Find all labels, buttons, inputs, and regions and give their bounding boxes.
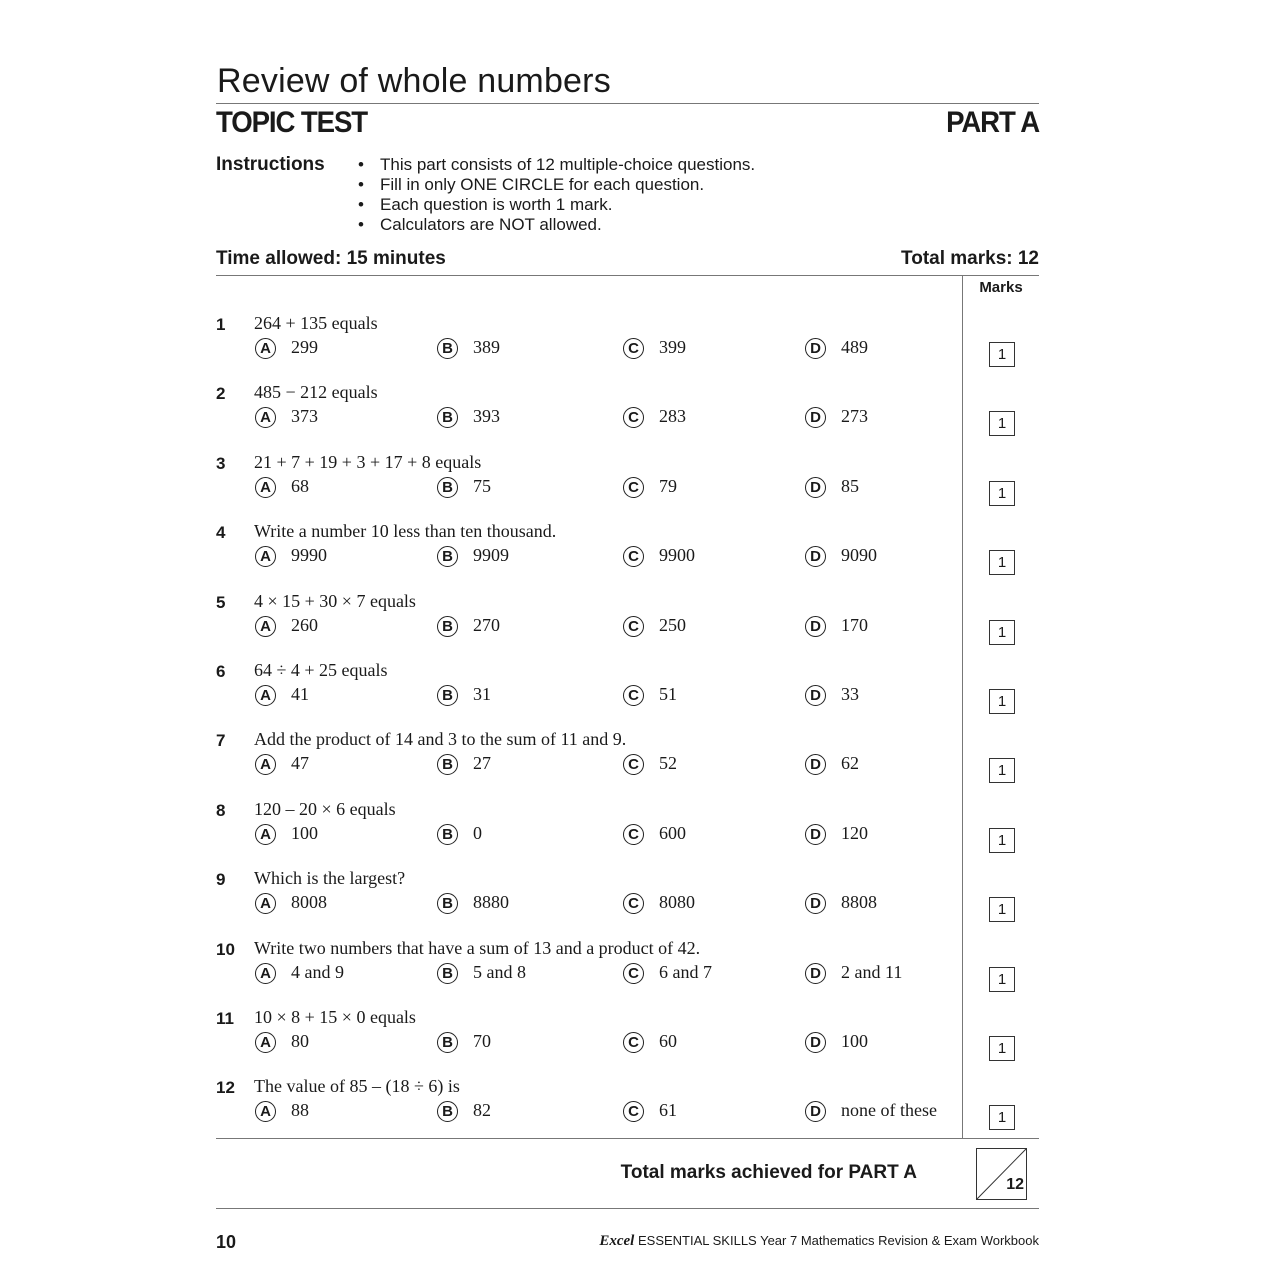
- total-out-of: 12: [1006, 1176, 1024, 1193]
- answer-option-text: 8808: [841, 892, 877, 912]
- answer-option-text: 0: [473, 823, 482, 843]
- answer-option-text: 399: [659, 337, 686, 357]
- answer-option-text: 120: [841, 823, 868, 843]
- answer-bubble[interactable]: C: [623, 338, 644, 359]
- answer-option-text: 88: [291, 1100, 309, 1120]
- mark-box: 1: [989, 897, 1015, 922]
- instruction-item: • Fill in only ONE CIRCLE for each question.: [358, 175, 755, 195]
- question-number: 11: [216, 1009, 234, 1028]
- answer-option-text: 373: [291, 406, 318, 426]
- question-number: 9: [216, 870, 226, 889]
- answer-option-text: 51: [659, 684, 677, 704]
- answer-bubble[interactable]: A: [255, 963, 276, 984]
- question-row: [216, 866, 1039, 935]
- answer-bubble[interactable]: D: [805, 546, 826, 567]
- answer-bubble[interactable]: B: [437, 824, 458, 845]
- answer-option-text: 283: [659, 406, 686, 426]
- question-text: 10 × 8 + 15 × 0 equals: [254, 1007, 416, 1027]
- answer-option-text: 85: [841, 476, 859, 496]
- answer-bubble[interactable]: D: [805, 338, 826, 359]
- answer-bubble[interactable]: B: [437, 685, 458, 706]
- answer-bubble[interactable]: D: [805, 1101, 826, 1122]
- question-row: [216, 589, 1039, 658]
- answer-option-text: 8880: [473, 892, 509, 912]
- answer-option-text: 170: [841, 615, 868, 635]
- answer-option-text: 82: [473, 1100, 491, 1120]
- answer-bubble[interactable]: A: [255, 546, 276, 567]
- answer-bubble[interactable]: D: [805, 685, 826, 706]
- answer-option-text: 600: [659, 823, 686, 843]
- mark-box: 1: [989, 550, 1015, 575]
- question-row: [216, 311, 1039, 380]
- questions-bottom-divider: [216, 1138, 1039, 1139]
- answer-bubble[interactable]: C: [623, 1032, 644, 1053]
- footer-text: ESSENTIAL SKILLS Year 7 Mathematics Revision & Exam Workbook: [637, 1233, 1039, 1248]
- answer-option-text: 79: [659, 476, 677, 496]
- answer-bubble[interactable]: A: [255, 754, 276, 775]
- answer-option-text: 8008: [291, 892, 327, 912]
- question-row: [216, 727, 1039, 796]
- answer-bubble[interactable]: B: [437, 893, 458, 914]
- answer-bubble[interactable]: C: [623, 963, 644, 984]
- question-text: Which is the largest?: [254, 868, 406, 888]
- answer-option-text: 70: [473, 1031, 491, 1051]
- part-label: PART A: [945, 106, 1039, 139]
- mark-box: 1: [989, 967, 1015, 992]
- question-number: 2: [216, 384, 226, 403]
- answer-option-text: 100: [841, 1031, 868, 1051]
- header-divider: [216, 275, 1039, 276]
- answer-option-text: 80: [291, 1031, 309, 1051]
- answer-option-text: 273: [841, 406, 868, 426]
- answer-option-text: 75: [473, 476, 491, 496]
- question-text: 485 − 212 equals: [254, 382, 378, 402]
- answer-bubble[interactable]: B: [437, 477, 458, 498]
- answer-bubble[interactable]: D: [805, 616, 826, 637]
- question-row: [216, 380, 1039, 449]
- answer-option-text: 4 and 9: [291, 962, 344, 982]
- answer-option-text: 250: [659, 615, 686, 635]
- answer-option-text: 27: [473, 753, 491, 773]
- answer-option-text: 52: [659, 753, 677, 773]
- answer-option-text: 260: [291, 615, 318, 635]
- mark-box: 1: [989, 758, 1015, 783]
- answer-bubble[interactable]: A: [255, 338, 276, 359]
- answer-bubble[interactable]: C: [623, 754, 644, 775]
- instruction-item: • Calculators are NOT allowed.: [358, 215, 755, 235]
- question-text: 264 + 135 equals: [254, 313, 378, 333]
- answer-bubble[interactable]: A: [255, 824, 276, 845]
- answer-bubble[interactable]: C: [623, 477, 644, 498]
- question-text: 120 – 20 × 6 equals: [254, 799, 396, 819]
- answer-bubble[interactable]: A: [255, 407, 276, 428]
- answer-option-text: 393: [473, 406, 500, 426]
- question-text: The value of 85 – (18 ÷ 6) is: [254, 1076, 460, 1096]
- answer-bubble[interactable]: C: [623, 824, 644, 845]
- answer-option-text: 9990: [291, 545, 327, 565]
- answer-bubble[interactable]: A: [255, 1101, 276, 1122]
- mark-box: 1: [989, 620, 1015, 645]
- question-number: 8: [216, 801, 226, 820]
- answer-bubble[interactable]: D: [805, 407, 826, 428]
- question-row: [216, 519, 1039, 588]
- answer-bubble[interactable]: D: [805, 477, 826, 498]
- answer-bubble[interactable]: C: [623, 546, 644, 567]
- instruction-item: • This part consists of 12 multiple-choice questions.: [358, 155, 755, 175]
- mark-box: 1: [989, 828, 1015, 853]
- question-number: 3: [216, 454, 226, 473]
- answer-bubble[interactable]: C: [623, 1101, 644, 1122]
- answer-option-text: 68: [291, 476, 309, 496]
- answer-option-text: 2 and 11: [841, 962, 903, 982]
- title-divider: [216, 103, 1039, 104]
- answer-bubble[interactable]: B: [437, 754, 458, 775]
- answer-bubble[interactable]: D: [805, 893, 826, 914]
- mark-box: 1: [989, 481, 1015, 506]
- answer-option-text: 47: [291, 753, 309, 773]
- question-row: [216, 797, 1039, 866]
- mark-box: 1: [989, 411, 1015, 436]
- question-row: [216, 450, 1039, 519]
- answer-option-text: 299: [291, 337, 318, 357]
- question-number: 5: [216, 593, 226, 612]
- topic-test-heading: TOPIC TEST: [216, 106, 368, 139]
- answer-bubble[interactable]: D: [805, 824, 826, 845]
- footer-divider: [216, 1208, 1039, 1209]
- instructions-label: Instructions: [216, 154, 325, 175]
- question-number: 1: [216, 315, 226, 334]
- question-text: Write two numbers that have a sum of 13 and a product of 42.: [254, 938, 701, 958]
- answer-bubble[interactable]: C: [623, 616, 644, 637]
- answer-bubble[interactable]: A: [255, 1032, 276, 1053]
- answer-option-text: 9900: [659, 545, 695, 565]
- answer-bubble[interactable]: A: [255, 616, 276, 637]
- answer-bubble[interactable]: B: [437, 1032, 458, 1053]
- question-text: 4 × 15 + 30 × 7 equals: [254, 591, 416, 611]
- question-number: 12: [216, 1078, 235, 1097]
- answer-option-text: 5 and 8: [473, 962, 526, 982]
- page-number: 10: [216, 1232, 237, 1252]
- answer-bubble[interactable]: B: [437, 616, 458, 637]
- answer-option-text: 9090: [841, 545, 877, 565]
- question-text: 64 ÷ 4 + 25 equals: [254, 660, 388, 680]
- question-row: [216, 1005, 1039, 1074]
- time-allowed: Time allowed: 15 minutes: [216, 248, 446, 269]
- footer-brand: Excel: [599, 1233, 635, 1249]
- answer-option-text: 389: [473, 337, 500, 357]
- mark-box: 1: [989, 1105, 1015, 1130]
- answer-bubble[interactable]: C: [623, 407, 644, 428]
- answer-option-text: 41: [291, 684, 309, 704]
- mark-box: 1: [989, 1036, 1015, 1061]
- answer-bubble[interactable]: B: [437, 1101, 458, 1122]
- total-achieved-label: Total marks achieved for PART A: [620, 1162, 917, 1183]
- answer-bubble[interactable]: A: [255, 685, 276, 706]
- question-row: [216, 658, 1039, 727]
- question-row: [216, 1074, 1039, 1143]
- question-number: 7: [216, 731, 226, 750]
- answer-bubble[interactable]: B: [437, 407, 458, 428]
- answer-bubble[interactable]: D: [805, 963, 826, 984]
- question-number: 4: [216, 523, 226, 542]
- answer-bubble[interactable]: D: [805, 754, 826, 775]
- answer-bubble[interactable]: A: [255, 477, 276, 498]
- total-achieved-box[interactable]: [976, 1148, 1027, 1200]
- question-row: [216, 936, 1039, 1005]
- answer-option-text: none of these: [841, 1100, 937, 1120]
- answer-option-text: 61: [659, 1100, 677, 1120]
- answer-option-text: 270: [473, 615, 500, 635]
- question-number: 6: [216, 662, 226, 681]
- answer-option-text: 33: [841, 684, 859, 704]
- answer-bubble[interactable]: B: [437, 963, 458, 984]
- question-number: 10: [216, 940, 235, 959]
- page-title: Review of whole numbers: [217, 62, 611, 100]
- question-text: Add the product of 14 and 3 to the sum of 11 and 9.: [254, 729, 627, 749]
- mark-box: 1: [989, 689, 1015, 714]
- answer-option-text: 489: [841, 337, 868, 357]
- instructions-list: [358, 155, 755, 235]
- answer-bubble[interactable]: A: [255, 893, 276, 914]
- answer-option-text: 100: [291, 823, 318, 843]
- footer-credit: [599, 1233, 1039, 1250]
- question-text: Write a number 10 less than ten thousand.: [254, 521, 557, 541]
- answer-option-text: 60: [659, 1031, 677, 1051]
- answer-bubble[interactable]: B: [437, 338, 458, 359]
- answer-bubble[interactable]: B: [437, 546, 458, 567]
- answer-option-text: 8080: [659, 892, 695, 912]
- answer-option-text: 31: [473, 684, 491, 704]
- mark-box: 1: [989, 342, 1015, 367]
- answer-bubble[interactable]: C: [623, 685, 644, 706]
- question-text: 21 + 7 + 19 + 3 + 17 + 8 equals: [254, 452, 482, 472]
- answer-bubble[interactable]: D: [805, 1032, 826, 1053]
- answer-option-text: 9909: [473, 545, 509, 565]
- answer-option-text: 6 and 7: [659, 962, 712, 982]
- total-marks: Total marks: 12: [901, 248, 1039, 269]
- instruction-item: • Each question is worth 1 mark.: [358, 195, 755, 215]
- answer-bubble[interactable]: C: [623, 893, 644, 914]
- marks-column-header: Marks: [979, 279, 1023, 296]
- answer-option-text: 62: [841, 753, 859, 773]
